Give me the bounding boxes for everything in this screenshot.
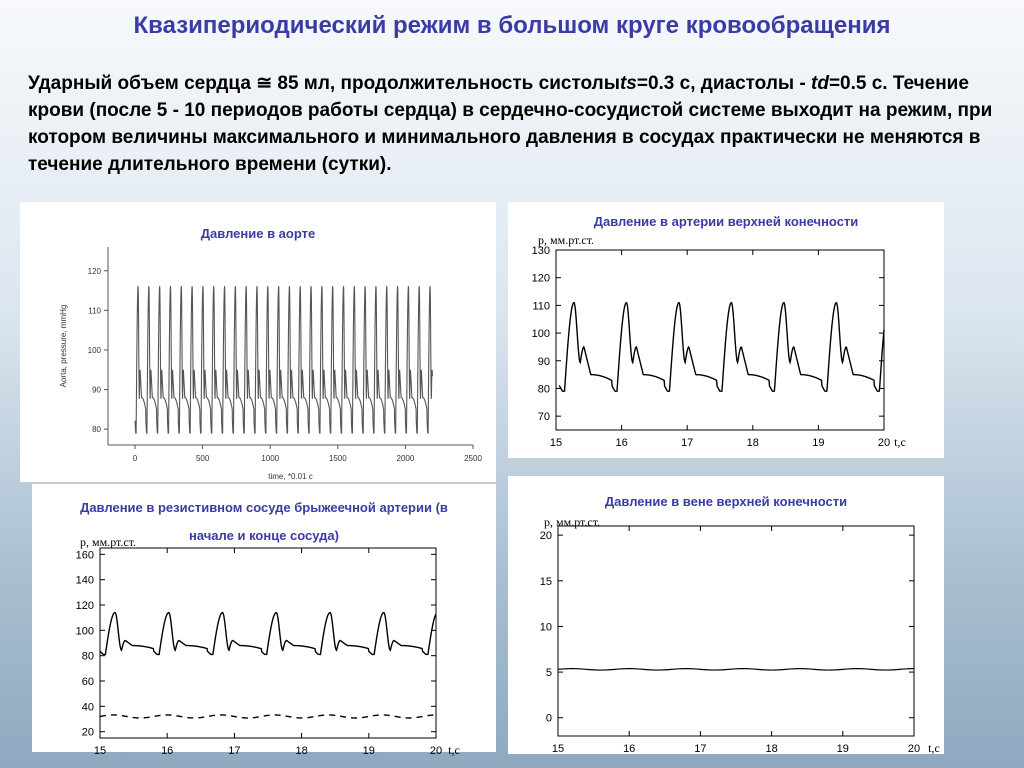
mesenteric-x-tick-label: 15 — [93, 745, 107, 757]
upper-artery-chart — [508, 202, 944, 458]
mesenteric-x-axis-label: t,c — [448, 743, 460, 757]
desc-part-1: Ударный объем сердца ≅ 85 мл, продолжительность систолы — [28, 73, 620, 94]
upper-artery-x-tick-label: 17 — [681, 437, 694, 449]
mesenteric-x-tick-label: 19 — [362, 745, 375, 757]
aorta-y-tick-label: 90 — [92, 385, 101, 395]
vein-y-tick-label: 0 — [545, 712, 552, 725]
vein-x-tick-label: 19 — [836, 743, 849, 755]
aorta-y-tick-label: 100 — [87, 345, 101, 355]
vein-x-axis-label: t,c — [928, 741, 940, 755]
aorta-x-tick-label: 500 — [195, 454, 210, 463]
desc-part-2: =0.3 с, диастолы - — [636, 73, 811, 94]
mesenteric-x-tick-label: 18 — [295, 745, 308, 757]
mesenteric-chart-title: Давление в резистивном сосуде брыжеечной артерии (в начале и конце сосуда) — [80, 500, 448, 543]
upper-artery-x-tick-label: 18 — [746, 437, 759, 449]
mesenteric-x-tick-label: 20 — [429, 745, 443, 757]
vein-y-tick-label: 15 — [539, 575, 552, 588]
upper-artery-y-tick-label: 70 — [537, 411, 550, 424]
upper-artery-x-axis-label: t,c — [894, 435, 906, 449]
vein-chart — [508, 476, 944, 754]
mesenteric-end-series-line — [100, 715, 436, 718]
mesenteric-y-tick-label: 80 — [81, 650, 94, 663]
vein-y-axis-label: р, мм.рт.ст. — [544, 515, 601, 529]
upper-artery-x-tick-label: 15 — [549, 437, 563, 449]
vein-series-line — [558, 669, 914, 670]
desc-part-3: =0.5 с. Течение крови (после 5 - 10 периодов работы сердца) в сердечно-сосудистой системе выходит на режим, при котором величины максимального и минимального давления в сосудах практически не меняются в течение длительного времени (сутки). — [28, 73, 993, 175]
vein-chart-title: Давление в вене верхней конечности — [604, 494, 848, 509]
upper-artery-y-tick-label: 130 — [531, 245, 550, 257]
aorta-y-tick-label: 80 — [92, 425, 101, 435]
aorta-x-tick-label: 0 — [132, 454, 138, 463]
aorta-y-tick-label: 110 — [88, 306, 101, 316]
upper-artery-y-tick-label: 110 — [532, 300, 550, 313]
aorta-y-tick-label: 120 — [87, 266, 101, 276]
upper-artery-y-axis-label: р, мм.рт.ст. — [538, 233, 595, 247]
upper-artery-x-tick-label: 19 — [812, 437, 825, 449]
upper-artery-x-tick-label: 20 — [877, 437, 891, 449]
mesenteric-y-tick-label: 120 — [75, 600, 94, 612]
vein-x-tick-label: 18 — [765, 743, 778, 755]
upper-artery-y-tick-label: 120 — [531, 272, 550, 285]
mesenteric-y-axis-label: р, мм.рт.ст. — [80, 535, 137, 549]
vein-x-tick-label: 15 — [551, 743, 565, 755]
vein-pressure-panel — [508, 476, 944, 754]
vein-plot-frame — [558, 526, 914, 736]
aorta-series-line — [135, 287, 432, 433]
mesenteric-y-tick-label: 40 — [81, 701, 94, 714]
aorta-chart — [20, 202, 496, 482]
desc-td: td — [811, 73, 829, 94]
upper-artery-y-tick-label: 90 — [537, 355, 550, 368]
aorta-x-tick-label: 1500 — [328, 454, 347, 463]
aorta-pressure-panel — [20, 202, 496, 482]
mesenteric-y-tick-label: 60 — [81, 676, 94, 688]
desc-ts: ts — [619, 73, 637, 94]
mesenteric-y-tick-label: 20 — [81, 726, 94, 739]
upper-artery-series-line — [559, 303, 884, 392]
vein-y-tick-label: 20 — [539, 530, 552, 543]
upper-artery-y-tick-label: 80 — [537, 383, 550, 396]
mesenteric-start-series-line — [100, 613, 436, 655]
aorta-x-tick-label: 1000 — [261, 454, 280, 463]
aorta-x-axis-label: time, *0.01 c — [268, 472, 313, 481]
upper-artery-chart-title: Давление в артерии верхней конечности — [593, 214, 859, 229]
mesenteric-pressure-panel — [32, 484, 496, 757]
mesenteric-y-tick-label: 100 — [75, 625, 94, 638]
upper-artery-y-tick-label: 100 — [531, 328, 550, 341]
vein-x-tick-label: 16 — [623, 743, 636, 755]
aorta-x-tick-label: 2000 — [396, 454, 415, 463]
vein-y-tick-label: 10 — [539, 621, 552, 634]
slide-description — [28, 70, 1003, 178]
vein-x-tick-label: 20 — [907, 743, 921, 755]
aorta-x-tick-label: 2500 — [464, 454, 482, 463]
aorta-y-axis-label: Aorta, pressure, mmHg — [59, 304, 68, 388]
mesenteric-y-tick-label: 160 — [75, 549, 94, 562]
upper-artery-plot-frame — [556, 250, 884, 430]
mesenteric-y-tick-label: 140 — [75, 574, 94, 587]
mesenteric-x-tick-label: 17 — [228, 745, 241, 757]
aorta-chart-title: Давление в аорте — [200, 226, 316, 241]
vein-x-tick-label: 17 — [694, 743, 707, 755]
upper-artery-x-tick-label: 16 — [615, 437, 628, 449]
mesenteric-chart — [32, 484, 496, 757]
mesenteric-x-tick-label: 16 — [161, 745, 174, 757]
vein-y-tick-label: 5 — [545, 667, 552, 680]
upper-artery-pressure-panel — [508, 202, 944, 458]
slide-title: Квазипериодический режим в большом круге кровообращения — [133, 12, 891, 39]
